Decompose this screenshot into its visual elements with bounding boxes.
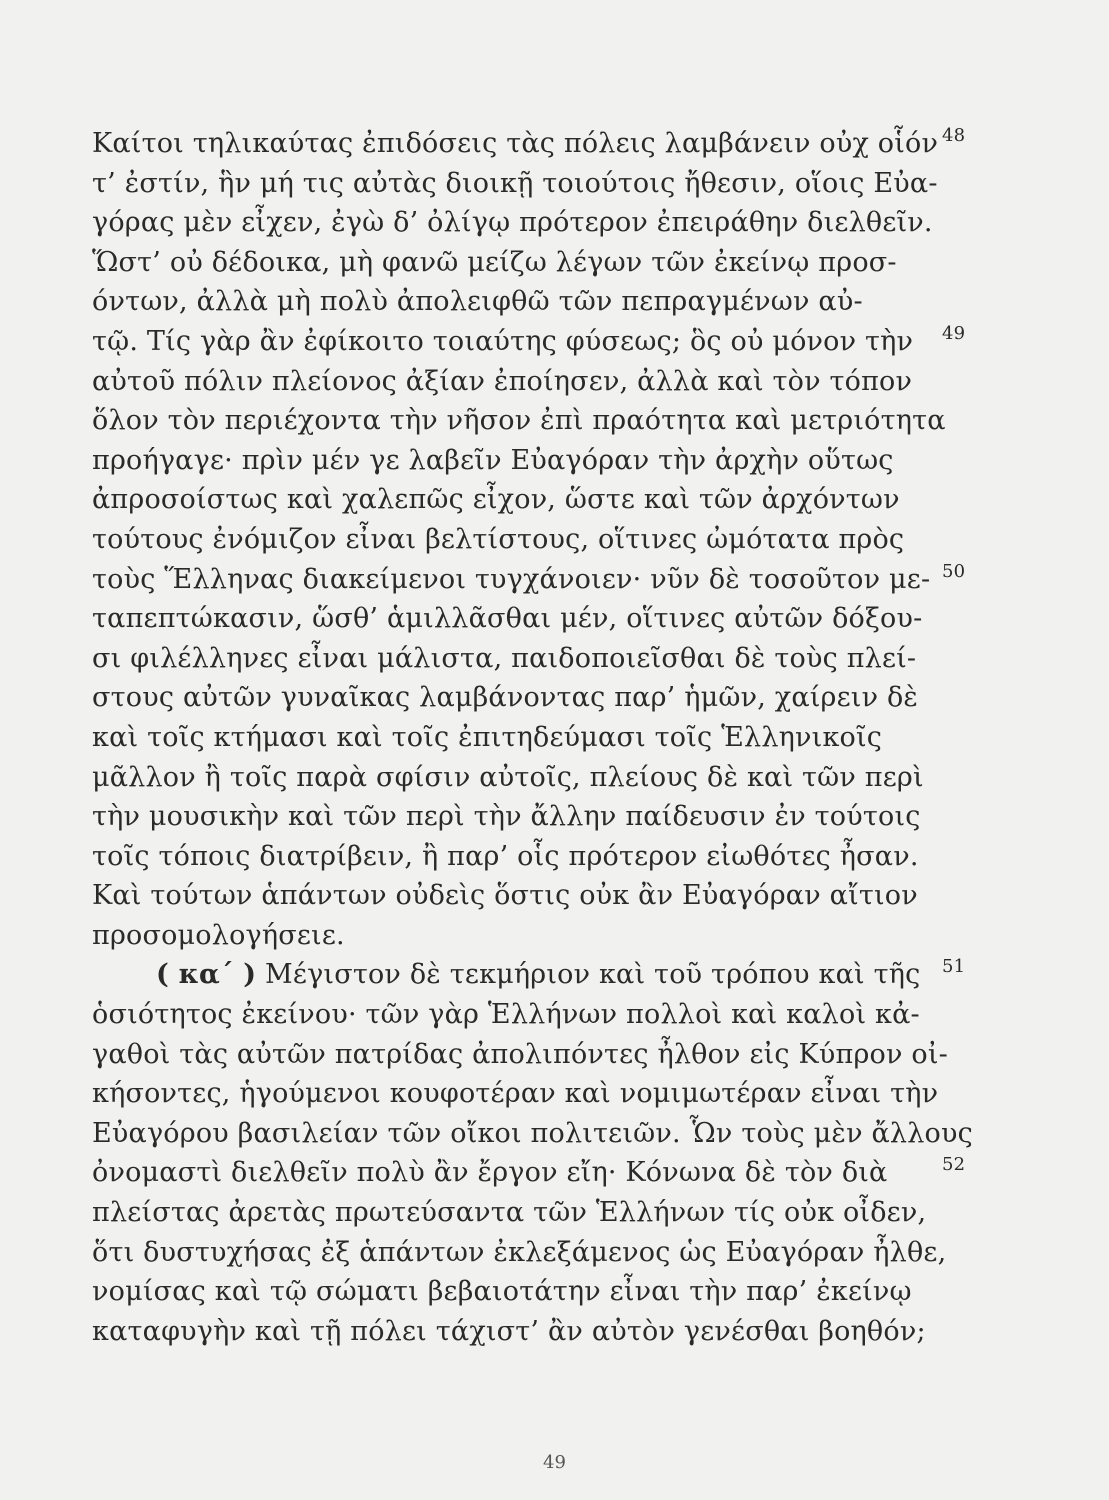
body-text xyxy=(92,124,973,1351)
line-text: όντων, ἀλλὰ μὴ πολὺ ἀπολειφθῶ τῶν πεπραγμένων αὐ- xyxy=(92,286,863,318)
text-line xyxy=(92,243,942,283)
line-text: γόρας μὲν εἶχεν, ἐγὼ δ’ ὀλίγῳ πρότερον ἐπειράθην διελθεῖν. xyxy=(92,207,933,239)
text-line xyxy=(92,718,942,758)
line-text: ὅτι δυστυχήσας ἐξ ἁπάντων ἐκλεξάμενος ὡς Εὐαγόραν ἦλθε, xyxy=(92,1236,947,1268)
text-line xyxy=(92,1233,947,1273)
text-line xyxy=(92,758,942,798)
line-text: μᾶλλον ἢ τοῖς παρὰ σφίσιν αὐτοῖς, πλείους δὲ καὶ τῶν περὶ xyxy=(92,761,924,793)
line-text: τοὺς Ἕλληνας διακείμενοι τυγχάνοιεν· νῦν δὲ τοσοῦτον με- xyxy=(92,563,931,595)
line-text: Καὶ τούτων ἁπάντων οὐδεὶς ὅστις οὐκ ἂν Εὐαγόραν αἴτιον xyxy=(92,880,918,912)
line-text: ὅλον τὸν περιέχοντα τὴν νῆσον ἐπὶ πραότητα καὶ μετριότητα xyxy=(92,405,946,437)
line-text: κήσοντες, ἡγούμενοι κουφοτέραν καὶ νομιμωτέραν εἶναι τὴν xyxy=(92,1078,939,1110)
text-line xyxy=(92,1035,948,1075)
text-line xyxy=(92,124,966,164)
text-line xyxy=(92,441,942,481)
line-text: Ὥστ’ οὐ δέδοικα, μὴ φανῶ μείζω λέγων τῶν ἐκείνῳ προσ- xyxy=(92,246,897,278)
line-text: Καίτοι τηλικαύτας ἐπιδόσεις τὰς πόλεις λαμβάνειν οὐχ οἷόν xyxy=(92,128,939,159)
text-line xyxy=(92,1153,966,1193)
text-line xyxy=(92,1114,973,1154)
text-line xyxy=(92,560,966,600)
text-line xyxy=(92,1074,942,1114)
text-line xyxy=(92,520,942,560)
text-line xyxy=(92,1193,942,1233)
line-text: πλείστας ἀρετὰς πρωτεύσαντα τῶν Ἑλλήνων τίς οὐκ οἶδεν, xyxy=(92,1197,927,1229)
line-text: ἀπροσοίστως καὶ χαλεπῶς εἶχον, ὥστε καὶ τῶν ἀρχόντων xyxy=(92,484,900,516)
line-text: ὁσιότητος ἐκείνου· τῶν γὰρ Ἑλλήνων πολλοὶ καὶ καλοὶ κἀ- xyxy=(92,999,920,1031)
text-line xyxy=(92,480,942,520)
line-text: προήγαγε· πρὶν μέν γε λαβεῖν Εὐαγόραν τὴν ἀρχὴν οὕτως xyxy=(92,444,894,476)
page-number: 49 xyxy=(543,1452,566,1473)
section-number: 50 xyxy=(942,560,966,582)
line-text: καταφυγὴν καὶ τῇ πόλει τάχιστ’ ἂν αὐτὸν γενέσθαι βοηθόν; xyxy=(92,1315,926,1347)
chapter-mark: ( κα΄ ) xyxy=(156,959,257,991)
line-text: τούτους ἐνόμιζον εἶναι βελτίστους, οἵτινες ὠμότατα πρὸς xyxy=(92,523,905,555)
text-line xyxy=(92,1312,942,1352)
line-text xyxy=(92,959,920,990)
text-line xyxy=(92,995,942,1035)
text-line xyxy=(92,837,942,877)
line-text: γαθοὶ τὰς αὐτῶν πατρίδας ἀπολιπόντες ἦλθον εἰς Κύπρον οἰ- xyxy=(92,1038,948,1070)
line-text: στους αὐτῶν γυναῖκας λαμβάνοντας παρ’ ἡμῶν, χαίρειν δὲ xyxy=(92,682,919,714)
text-line xyxy=(92,876,942,916)
line-text: ὀνομαστὶ διελθεῖν πολὺ ἂν ἔργον εἴη· Κόνωνα δὲ τὸν διὰ xyxy=(92,1157,888,1189)
text-line xyxy=(92,797,942,837)
text-line xyxy=(92,955,966,995)
line-text-rest: Μέγιστον δὲ τεκμήριον καὶ τοῦ τρόπου καὶ τῆς xyxy=(256,959,921,991)
line-text: καὶ τοῖς κτήμασι καὶ τοῖς ἐπιτηδεύμασι τοῖς Ἑλληνικοῖς xyxy=(92,721,883,753)
line-text: τ’ ἐστίν, ἣν μή τις αὐτὰς διοικῇ τοιούτοις ἤθεσιν, οἵοις Εὐα- xyxy=(92,167,938,199)
text-line xyxy=(92,164,942,204)
text-line xyxy=(92,1272,942,1312)
section-number: 51 xyxy=(942,956,966,978)
line-text: προσομολογήσειε. xyxy=(92,919,345,951)
text-line xyxy=(92,639,942,679)
section-number: 49 xyxy=(942,322,966,344)
text-line xyxy=(92,282,942,322)
line-text: Εὐαγόρου βασιλείαν τῶν οἴκοι πολιτειῶν. Ὧν τοὺς μὲν ἄλλους xyxy=(92,1117,973,1149)
text-line xyxy=(92,362,942,402)
text-line xyxy=(92,599,942,639)
text-line xyxy=(92,322,966,362)
line-text: σι φιλέλληνες εἶναι μάλιστα, παιδοποιεῖσθαι δὲ τοὺς πλεί- xyxy=(92,642,917,674)
line-text: τοῖς τόποις διατρίβειν, ἢ παρ’ οἷς πρότερον εἰωθότες ἦσαν. xyxy=(92,840,919,872)
line-text: τῷ. Τίς γὰρ ἂν ἐφίκοιτο τοιαύτης φύσεως; ὃς οὐ μόνον τὴν xyxy=(92,325,914,357)
section-number: 48 xyxy=(942,125,966,146)
section-number: 52 xyxy=(942,1154,966,1176)
line-text: ταπεπτώκασιν, ὥσθ’ ἁμιλλᾶσθαι μέν, οἵτινες αὐτῶν δόξου- xyxy=(92,603,923,635)
line-text: αὐτοῦ πόλιν πλείονος ἀξίαν ἐποίησεν, ἀλλὰ καὶ τὸν τόπον xyxy=(92,365,913,397)
line-text: τὴν μουσικὴν καὶ τῶν περὶ τὴν ἄλλην παίδευσιν ἐν τούτοις xyxy=(92,801,921,833)
text-line xyxy=(92,203,942,243)
text-line xyxy=(92,916,942,956)
text-line xyxy=(92,401,946,441)
text-line xyxy=(92,678,942,718)
line-text: νομίσας καὶ τῷ σώματι βεβαιοτάτην εἶναι τὴν παρ’ ἐκείνῳ xyxy=(92,1276,912,1308)
